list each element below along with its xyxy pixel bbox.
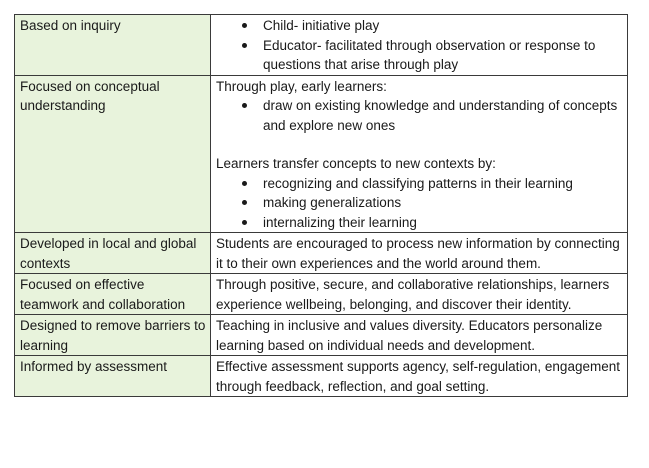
row-label: Focused on conceptual understanding xyxy=(15,75,211,233)
row-label: Informed by assessment xyxy=(15,356,211,397)
paragraph: Learners transfer concepts to new contexts by: xyxy=(216,156,496,171)
table-row xyxy=(15,356,628,397)
bullet-list xyxy=(216,96,623,135)
row-content: Through positive, secure, and collaborative relationships, learners experience wellbeing, belonging, and discover their identity. xyxy=(211,274,628,315)
row-label: Designed to remove barriers to learning xyxy=(15,315,211,356)
table-row xyxy=(15,274,628,315)
list-item: internalizing their learning xyxy=(263,213,623,233)
row-content: Effective assessment supports agency, self-regulation, engagement through feedback, reflection, and goal setting. xyxy=(211,356,628,397)
table-row xyxy=(15,233,628,274)
list-item: Educator- facilitated through observation or response to questions that arise through play xyxy=(263,36,623,75)
table-row xyxy=(15,75,628,233)
row-content xyxy=(211,75,628,233)
row-content: Teaching in inclusive and values diversity. Educators personalize learning based on individual needs and development. xyxy=(211,315,628,356)
list-item: recognizing and classifying patterns in their learning xyxy=(263,174,623,194)
paragraph: Through play, early learners: xyxy=(216,78,387,94)
bullet-list xyxy=(216,174,623,233)
spacer xyxy=(216,135,623,154)
list-item: making generalizations xyxy=(263,193,623,213)
document-area xyxy=(14,14,628,397)
row-label: Based on inquiry xyxy=(15,15,211,76)
inquiry-principles-table xyxy=(14,14,628,397)
list-item: Child- initiative play xyxy=(263,16,623,36)
table-row xyxy=(15,15,628,76)
row-content xyxy=(211,15,628,76)
table-row xyxy=(15,315,628,356)
row-label: Developed in local and global contexts xyxy=(15,233,211,274)
list-item: draw on existing knowledge and understanding of concepts and explore new ones xyxy=(263,96,623,135)
bullet-list xyxy=(216,16,623,75)
row-content: Students are encouraged to process new information by connecting it to their own experiences and the world around them. xyxy=(211,233,628,274)
row-label: Focused on effective teamwork and collaboration xyxy=(15,274,211,315)
